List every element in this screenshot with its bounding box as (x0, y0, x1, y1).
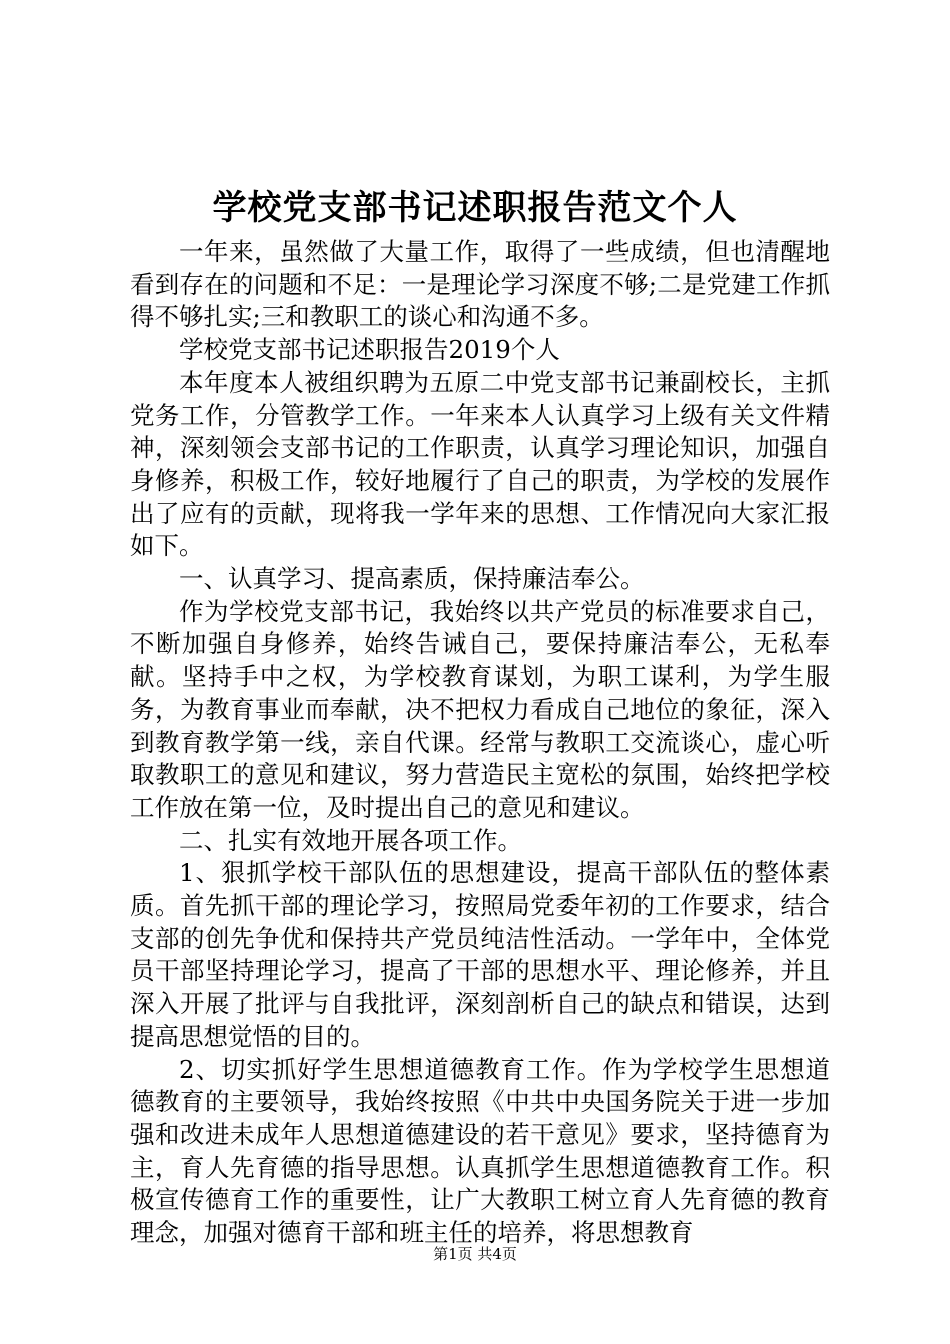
paragraph: 一年来，虽然做了大量工作，取得了一些成绩，但也清醒地看到存在的问题和不足：一是理论学习深度不够;二是党建工作抓得不够扎实;三和教职工的谈心和沟通不多。 (130, 237, 830, 332)
page-number-footer: 第1页 共4页 (433, 1245, 517, 1263)
document-title: 学校党支部书记述职报告范文个人 (212, 188, 738, 228)
paragraph: 2、切实抓好学生思想道德教育工作。作为学校学生思想道德教育的主要领导，我始终按照《中共中央国务院关于进一步加强和改进未成年人思想道德建设的若干意见》要求，坚持德育为主，育人先育德的指导思想。认真抓学生思想道德教育工作。积极宣传德育工作的重要性，让广大教职工树立育人先育德的教育理念，加强对德育干部和班主任的培养，将思想教育 (130, 1054, 830, 1248)
section-heading: 学校党支部书记述职报告2019个人 (179, 335, 560, 365)
document-body (130, 236, 830, 1250)
paragraph: 1、狠抓学校干部队伍的思想建设，提高干部队伍的整体素质。首先抓干部的理论学习，按照局党委年初的工作要求，结合支部的创先争优和保持共产党员纯洁性活动。一学年中，全体党员干部坚持理论学习，提高了干部的思想水平、理论修养，并且深入开展了批评与自我批评，深刻剖析自己的缺点和错误，达到提高思想觉悟的目的。 (130, 858, 830, 1051)
paragraph: 本年度本人被组织聘为五原二中党支部书记兼副校长，主抓党务工作，分管教学工作。一年来本人认真学习上级有关文件精神，深刻领会支部书记的工作职责，认真学习理论知识，加强自身修养，积极工作，较好地履行了自己的职责，为学校的发展作出了应有的贡献，现将我一学年来的思想、工作情况向大家汇报如下。 (130, 367, 830, 561)
section-heading: 一、认真学习、提高素质，保持廉洁奉公。 (179, 564, 645, 594)
section-heading: 二、扎实有效地开展各项工作。 (179, 825, 522, 855)
paragraph: 作为学校党支部书记，我始终以共产党员的标准要求自己，不断加强自身修养，始终告诫自己，要保持廉洁奉公，无私奉献。坚持手中之权，为学校教育谋划，为职工谋利，为学生服务，为教育事业而奉献，决不把权力看成自己地位的象征，深入到教育教学第一线，亲自代课。经常与教职工交流谈心，虚心听取教职工的意见和建议，努力营造民主宽松的氛围，始终把学校工作放在第一位，及时提出自己的意见和建议。 (130, 596, 830, 822)
